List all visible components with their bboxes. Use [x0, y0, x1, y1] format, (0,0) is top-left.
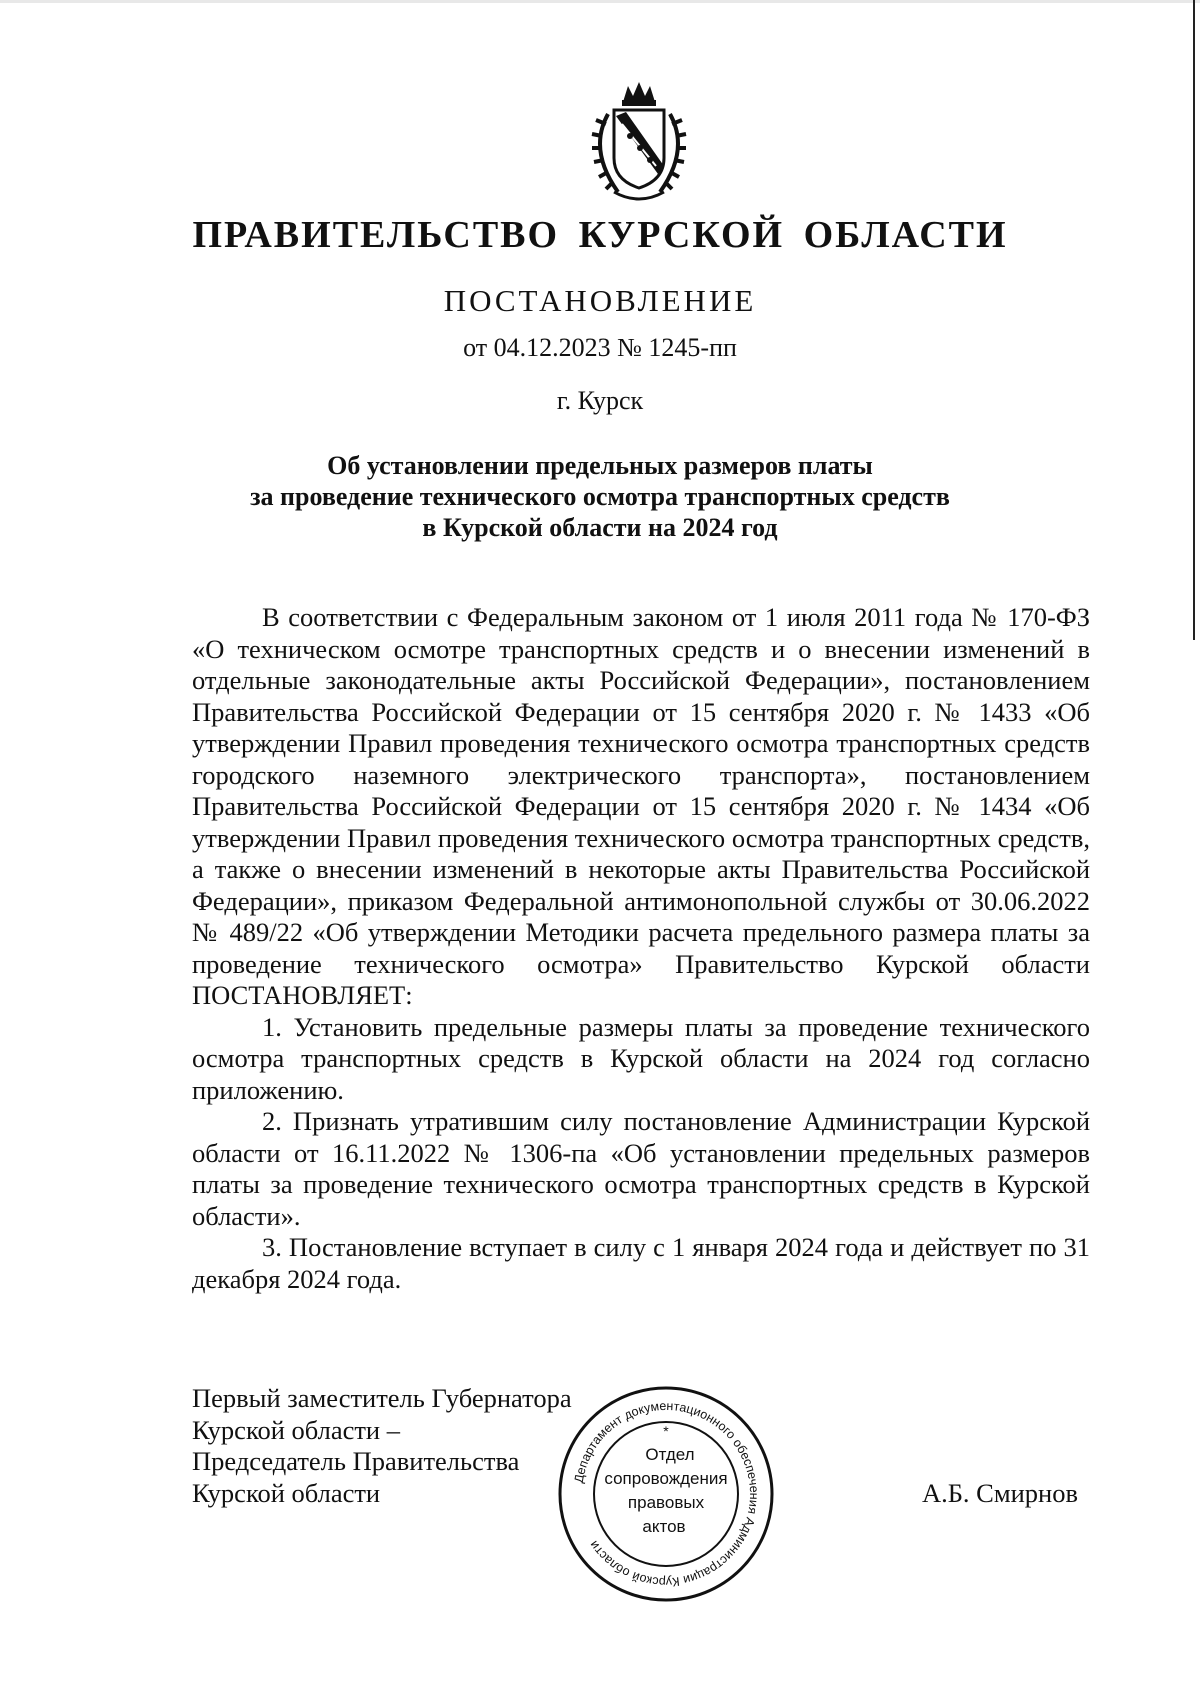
signer-name: А.Б. Смирнов [921, 1478, 1078, 1508]
stamp-center-line: актов [642, 1517, 686, 1536]
body-paragraph-item-3: 3. Постановление вступает в силу с 1 января 2024 года и действует по 31 декабря 2024 года. [192, 1232, 1090, 1294]
signer-position-line: Первый заместитель Губернатора [192, 1383, 572, 1413]
stamp-center-line: Отдел [645, 1445, 695, 1464]
official-stamp [556, 1384, 776, 1604]
doc-date-number: от 04.12.2023 № 1245-пп [463, 333, 737, 362]
signer-position [192, 1383, 572, 1509]
signer-position-line: Курской области [192, 1477, 381, 1508]
signer-position-line: Курской области – [192, 1414, 400, 1445]
stamp-center-line: сопровождения [604, 1469, 728, 1488]
heading-line: за проведение технического осмотра транспортных средств [250, 482, 950, 511]
scan-edge-right [1193, 0, 1195, 640]
org-title: ПРАВИТЕЛЬСТВО КУРСКОЙ ОБЛАСТИ [192, 214, 1008, 256]
city: г. Курск [556, 386, 644, 415]
stamp-ring-text: Департамент документационного обеспечения Администрации Курской области [571, 1398, 762, 1590]
scan-edge-top [0, 0, 1200, 3]
heading-line: Об установлении предельных размеров платы [327, 451, 873, 480]
body-paragraph-item-2: 2. Признать утратившим силу постановление Администрации Курской области от 16.11.2022 № 1306-па «Об установлении предельных размеров платы за проведение технического осмотра транспортных средств в Курской области». [192, 1106, 1090, 1231]
doc-type: ПОСТАНОВЛЕНИЕ [443, 283, 757, 318]
signer-position-line: Председатель Правительства [192, 1446, 520, 1476]
doc-heading [240, 450, 960, 543]
doc-body [192, 602, 1090, 1295]
stamp-star: * [663, 1423, 669, 1439]
body-paragraph-preamble: В соответствии с Федеральным законом от 1 июля 2011 года № 170-ФЗ «О техническом осмотре транспортных средств и о внесении изменений в отдельные законодательные акты Российской Федерации», постановлением Правительства Российской Федерации от 15 сентября 2020 г. № 1433 «Об утверждении Правил проведения технического осмотра транспортных средств городского наземного электрического транспорта», постановлением Правительства Российской Федерации от 15 сентября 2020 г. № 1434 «Об утверждении Правил проведения технического осмотра транспортных средств, а также о внесении изменений в некоторые акты Правительства Российской Федерации», приказом Федеральной антимонопольной службы от 30.06.2022 № 489/22 «Об утверждении Методики расчета предельного размера платы за проведение технического осмотра» Правительство Курской области ПОСТАНОВЛЯЕТ: [192, 602, 1090, 1010]
coat-of-arms-icon [578, 80, 700, 206]
heading-line: в Курской области на 2024 год [422, 513, 778, 542]
stamp-center-line: правовых [627, 1493, 705, 1512]
body-paragraph-item-1: 1. Установить предельные размеры платы за проведение технического осмотра транспортных средств в Курской области на 2024 год согласно приложению. [192, 1011, 1090, 1105]
